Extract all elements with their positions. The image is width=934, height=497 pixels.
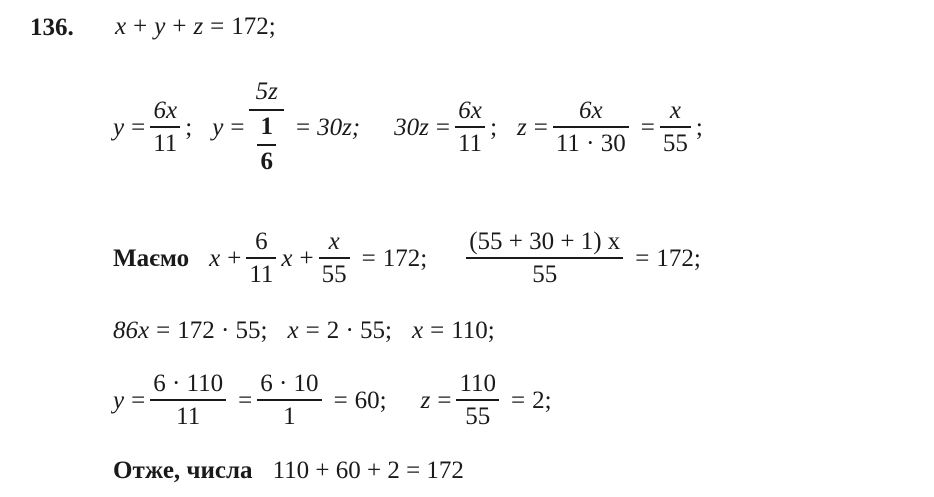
plus-operator: + bbox=[227, 244, 242, 272]
equals-operator: = bbox=[511, 386, 526, 414]
fraction-numerator: x bbox=[328, 228, 340, 255]
variable-x: x bbox=[412, 317, 424, 344]
value-30z: 30z; bbox=[317, 113, 361, 141]
equals-operator: = bbox=[238, 386, 253, 414]
equation-line-3 bbox=[113, 228, 701, 288]
fraction-numerator: 5z bbox=[255, 78, 278, 105]
equation-line-1 bbox=[115, 14, 276, 39]
equals-operator: = bbox=[435, 113, 450, 141]
equation-line-4 bbox=[113, 318, 495, 343]
equals-operator: = bbox=[361, 244, 376, 272]
fraction-denominator: 6 bbox=[260, 147, 273, 175]
variable-x: x bbox=[287, 317, 299, 344]
semicolon: ; bbox=[695, 113, 703, 141]
fraction-numerator: x bbox=[669, 97, 681, 125]
semicolon: ; bbox=[490, 113, 498, 141]
equals-operator: = bbox=[131, 386, 146, 414]
equals-operator: = bbox=[156, 317, 171, 344]
fraction-6-times-110-over-11 bbox=[150, 370, 226, 430]
value-2: 2; bbox=[532, 386, 552, 414]
equals-operator: = bbox=[295, 113, 311, 141]
value-60: 60; bbox=[354, 386, 387, 414]
variable-z: z bbox=[193, 13, 204, 40]
fraction-bar bbox=[246, 257, 276, 259]
problem-number: 136. bbox=[30, 14, 74, 41]
equals-operator: = bbox=[333, 386, 348, 414]
fraction-bar bbox=[257, 144, 276, 146]
fraction-denominator: 11 bbox=[457, 130, 483, 158]
value-172-times-55: 172 · 55; bbox=[177, 317, 268, 344]
fraction-6-times-10-over-1 bbox=[257, 370, 321, 430]
plus-operator: + bbox=[299, 244, 314, 272]
semicolon: ; bbox=[185, 113, 193, 141]
fraction-bar bbox=[249, 109, 284, 111]
equation-line-2 bbox=[113, 78, 703, 176]
variable-y: y bbox=[154, 13, 166, 40]
equation-line-5 bbox=[113, 370, 552, 430]
variable-x: x bbox=[115, 13, 127, 40]
fraction-denominator: 55 bbox=[532, 261, 558, 288]
variable-z: z bbox=[517, 113, 527, 141]
fraction-6x-over-11-times-30 bbox=[553, 97, 629, 157]
fraction-sum-over-55 bbox=[466, 228, 623, 288]
fraction-numerator: 6x bbox=[579, 97, 603, 125]
value-110: 110; bbox=[451, 317, 495, 344]
fraction-bar bbox=[660, 126, 691, 128]
expression-86x: 86x bbox=[113, 317, 150, 344]
plus-operator: + bbox=[133, 13, 148, 40]
variable-y: y bbox=[212, 113, 224, 141]
value-2-times-55: 2 · 55; bbox=[326, 317, 392, 344]
fraction-bar bbox=[456, 399, 499, 401]
equals-operator: = bbox=[305, 317, 320, 344]
label-maemo: Маємо bbox=[113, 244, 190, 272]
fraction-denominator: 55 bbox=[662, 130, 688, 158]
fraction-bar bbox=[553, 126, 629, 128]
fraction-bar bbox=[257, 399, 321, 401]
fraction-denominator: 11 bbox=[153, 130, 178, 158]
value-172: 172; bbox=[382, 244, 428, 272]
fraction-x-over-55 bbox=[660, 97, 691, 157]
equals-operator: = bbox=[437, 386, 452, 414]
fraction-6-over-11 bbox=[246, 228, 276, 288]
equals-operator: = bbox=[230, 113, 245, 141]
expression-30z: 30z bbox=[394, 113, 429, 141]
equals-operator: = bbox=[635, 244, 650, 272]
fraction-6x-over-11 bbox=[455, 97, 485, 157]
fraction-numerator: 6 bbox=[255, 228, 268, 255]
fraction-denominator bbox=[249, 113, 284, 177]
fraction-numerator: (55 + 30 + 1) x bbox=[469, 228, 621, 255]
fraction-denominator: 11 bbox=[249, 261, 274, 288]
fraction-5z-over-one-sixth bbox=[249, 78, 284, 176]
fraction-110-over-55 bbox=[456, 370, 499, 430]
fraction-6x-over-11 bbox=[150, 97, 180, 157]
value-172: 172; bbox=[656, 244, 701, 272]
variable-z: z bbox=[420, 386, 431, 414]
equals-operator: = bbox=[210, 13, 225, 40]
fraction-numerator: 6 · 10 bbox=[260, 370, 319, 397]
fraction-denominator: 11 bbox=[176, 403, 201, 430]
variable-y: y bbox=[113, 386, 125, 414]
fraction-bar bbox=[150, 399, 226, 401]
fraction-numerator: 6 · 110 bbox=[153, 370, 224, 397]
fraction-numerator: 110 bbox=[459, 370, 497, 397]
variable-x: x bbox=[209, 244, 221, 272]
fraction-x-over-55 bbox=[319, 228, 350, 288]
variable-x: x bbox=[281, 244, 293, 272]
value-172: 172; bbox=[231, 13, 276, 40]
fraction-1-over-6 bbox=[257, 113, 276, 177]
variable-y: y bbox=[113, 113, 125, 141]
fraction-denominator: 55 bbox=[321, 261, 347, 288]
fraction-bar bbox=[150, 126, 180, 128]
fraction-numerator: 1 bbox=[260, 112, 273, 140]
fraction-denominator: 1 bbox=[283, 403, 296, 430]
fraction-numerator: 6x bbox=[153, 97, 178, 125]
equals-operator: = bbox=[640, 113, 655, 141]
fraction-bar bbox=[466, 257, 623, 259]
fraction-numerator: 6x bbox=[458, 97, 482, 125]
final-sum-expression: 110 + 60 + 2 = 172 bbox=[272, 457, 464, 484]
label-otzhe-chysla: Отже, числа bbox=[113, 457, 253, 484]
equals-operator: = bbox=[131, 113, 146, 141]
plus-operator: + bbox=[172, 13, 187, 40]
fraction-bar bbox=[455, 126, 485, 128]
equals-operator: = bbox=[533, 113, 548, 141]
conclusion-line bbox=[113, 458, 464, 483]
fraction-denominator: 11 · 30 bbox=[555, 130, 626, 158]
fraction-denominator: 55 bbox=[465, 403, 491, 430]
equals-operator: = bbox=[430, 317, 445, 344]
fraction-bar bbox=[319, 257, 350, 259]
